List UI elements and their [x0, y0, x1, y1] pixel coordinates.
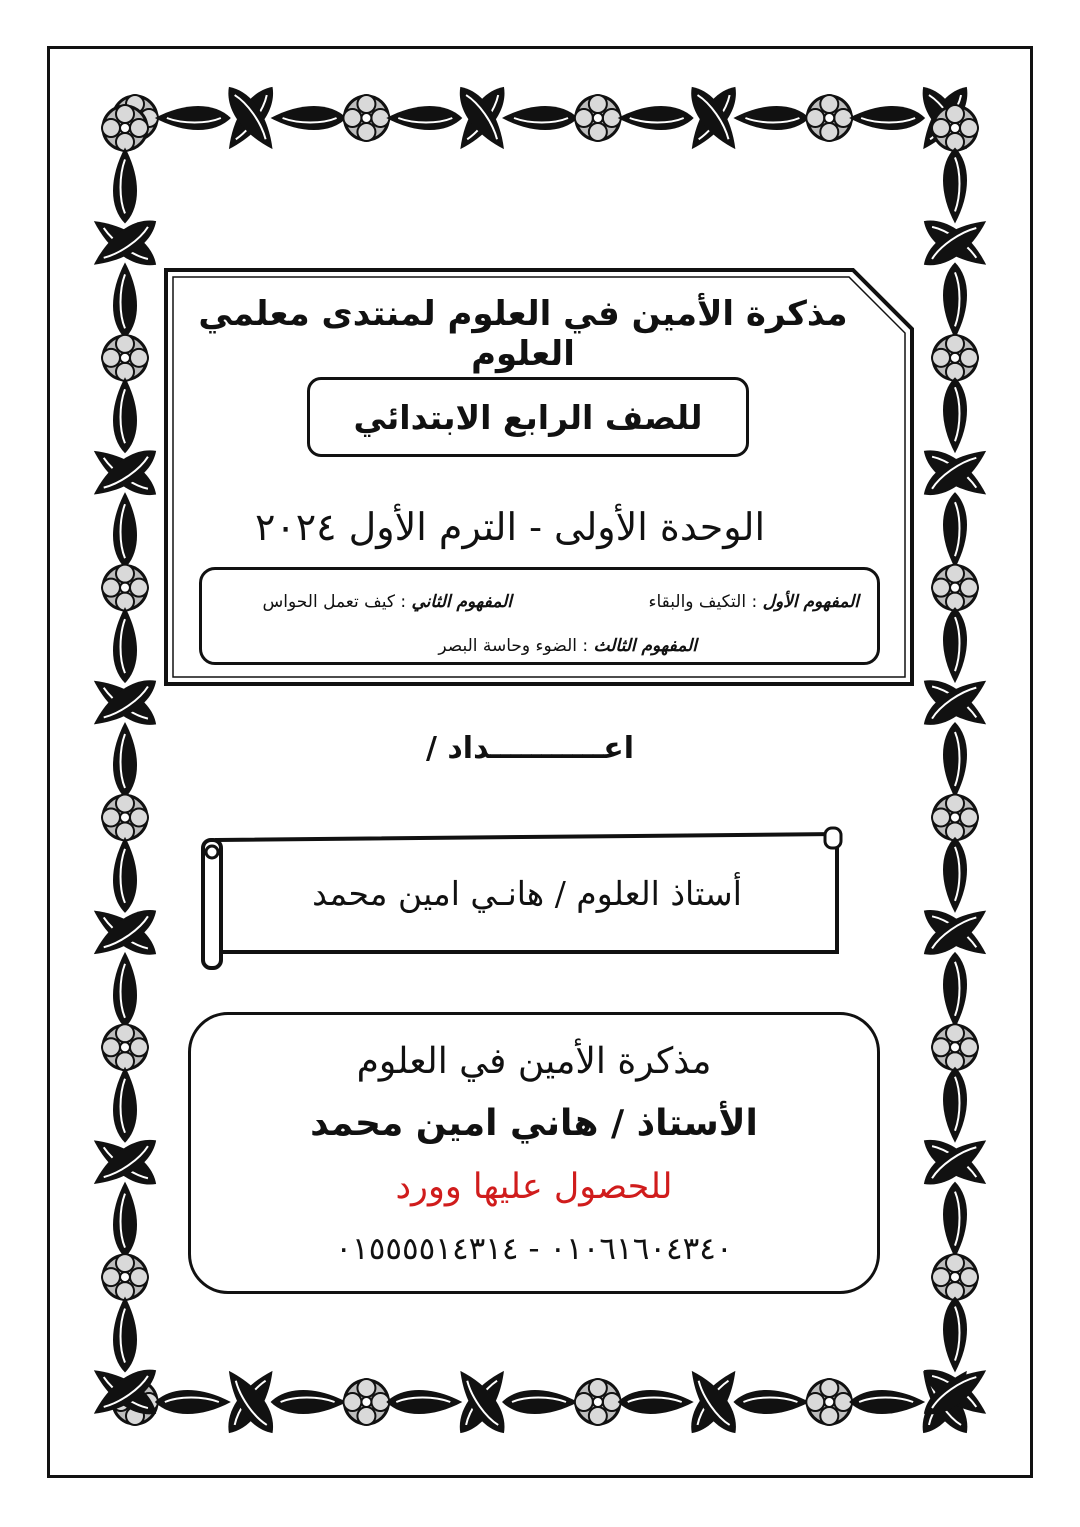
info-phone-numbers: ٠١٠٦١٦٠٤٣٤٠ - ٠١٥٥٥٥١٤٣١٤	[335, 1231, 733, 1267]
leaf-icon	[113, 1182, 137, 1258]
concept-1-value: التكيف والبقاء	[648, 592, 747, 612]
unit-term-heading: الوحدة الأولى - الترم الأول ٢٠٢٤	[254, 505, 766, 549]
leaf-icon	[271, 1390, 347, 1414]
leaf-icon	[618, 1390, 694, 1414]
concept-1-separator: :	[746, 592, 763, 612]
concept-1	[649, 592, 860, 612]
flower-icon	[575, 1379, 621, 1425]
page-title: مذكرة الأمين في العلوم لمنتدى معلمي العلوم	[198, 294, 848, 374]
teacher-name: أستاذ العلوم / هانـي امين محمد	[312, 874, 742, 913]
leaf-icon	[113, 837, 137, 913]
leaf-icon	[113, 377, 137, 453]
leaf-icon	[502, 1390, 578, 1414]
leaf-icon	[386, 106, 462, 130]
leaf-icon	[155, 106, 231, 130]
flower-icon	[932, 105, 978, 151]
leaf-icon	[943, 1182, 967, 1258]
flower-icon	[343, 95, 389, 141]
concept-2	[263, 592, 512, 612]
leaf-icon	[733, 1390, 809, 1414]
leaf-icon	[943, 492, 967, 568]
leaf-icon	[113, 607, 137, 683]
flower-icon	[575, 95, 621, 141]
leaf-icon	[943, 147, 967, 223]
leaf-icon	[113, 492, 137, 568]
leaf-icon	[943, 1297, 967, 1373]
concept-3-label: المفهوم الثالث	[593, 636, 697, 656]
flower-icon	[102, 794, 148, 840]
leaf-icon	[943, 262, 967, 338]
flower-icon	[932, 1024, 978, 1070]
info-teacher: الأستاذ / هاني امين محمد	[310, 1103, 758, 1144]
concept-2-value: كيف تعمل الحواس	[262, 592, 395, 612]
leaf-icon	[943, 952, 967, 1028]
flower-icon	[932, 1254, 978, 1300]
leaf-icon	[155, 1390, 231, 1414]
leaf-icon	[113, 952, 137, 1028]
concept-3-value: الضوء وحاسة البصر	[438, 636, 577, 656]
leaf-icon	[943, 1067, 967, 1143]
leaf-icon	[113, 722, 137, 798]
flower-icon	[932, 565, 978, 611]
prepared-by-label: اعـــــــــــداد /	[426, 731, 634, 766]
flower-icon	[806, 1379, 852, 1425]
leaf-icon	[849, 1390, 925, 1414]
concept-2-separator: :	[394, 592, 412, 612]
leaf-icon	[943, 377, 967, 453]
leaf-icon	[271, 106, 347, 130]
flower-icon	[102, 1024, 148, 1070]
flower-icon	[102, 1254, 148, 1300]
concept-1-label: المفهوم الأول	[762, 592, 859, 612]
concept-2-label: المفهوم الثاني	[411, 592, 512, 612]
leaf-icon	[113, 1297, 137, 1373]
flower-icon	[932, 794, 978, 840]
leaf-icon	[502, 106, 578, 130]
contact-info-box	[188, 1012, 880, 1294]
concept-3-separator: :	[576, 636, 594, 656]
leaf-icon	[943, 722, 967, 798]
info-word-offer: للحصول عليها وورد	[395, 1167, 673, 1207]
flower-icon	[102, 565, 148, 611]
leaf-icon	[733, 106, 809, 130]
teacher-scroll-banner	[197, 822, 849, 974]
flower-icon	[932, 335, 978, 381]
info-title: مذكرة الأمين في العلوم	[356, 1041, 712, 1082]
grade-label: للصف الرابع الابتدائي	[353, 397, 703, 437]
flower-icon	[806, 95, 852, 141]
leaf-icon	[386, 1390, 462, 1414]
leaf-icon	[943, 837, 967, 913]
grade-box	[307, 377, 749, 457]
concept-3	[438, 636, 697, 656]
flower-icon	[102, 105, 148, 151]
leaf-icon	[943, 607, 967, 683]
flower-icon	[343, 1379, 389, 1425]
leaf-icon	[113, 147, 137, 223]
leaf-icon	[113, 1067, 137, 1143]
flower-icon	[102, 335, 148, 381]
concepts-box	[199, 567, 880, 665]
leaf-icon	[849, 106, 925, 130]
leaf-icon	[113, 262, 137, 338]
leaf-icon	[618, 106, 694, 130]
